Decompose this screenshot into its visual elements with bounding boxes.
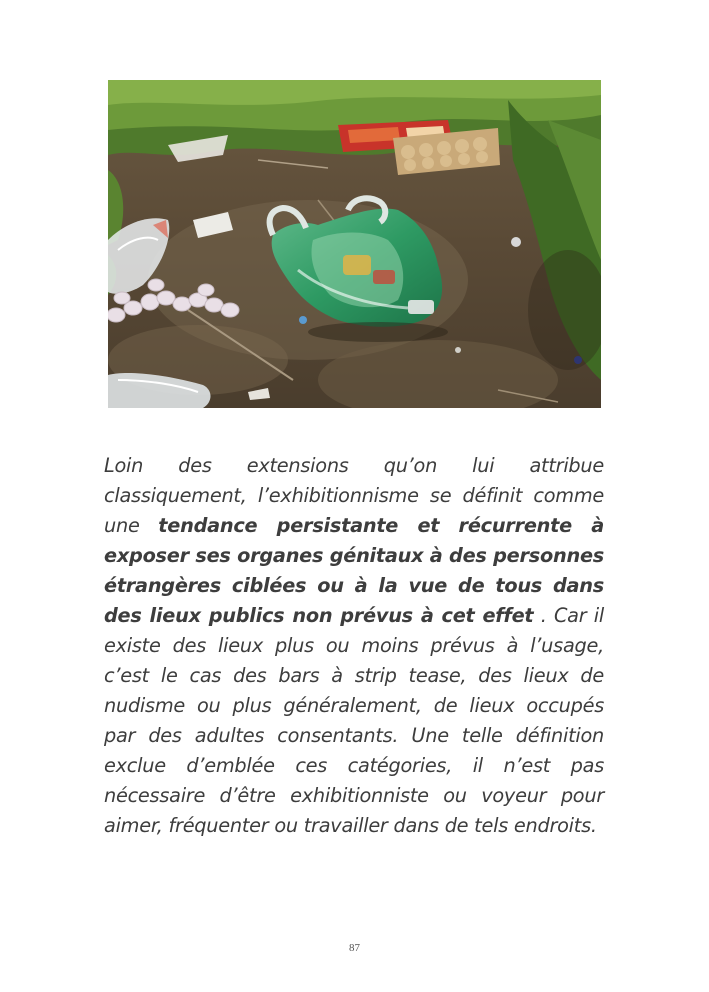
paragraph-continuation: . Car il existe des lieux plus ou moins prévus à l’usage, c’est le cas des bars à strip tease, des lieux de nudisme ou plus généralement, de lieux occupés par des adultes consentants. Une telle définition exclue d’emblée ces catégories, il n’est pas nécessaire d’être exhibitionniste ou voyeur pour aimer, fréquenter ou travailler dans de tels endroits. xyxy=(104,604,605,837)
page-number: 87 xyxy=(349,942,360,954)
paragraph-definition-bold: tendance persistante et récurrente à exposer ses organes génitaux à des personnes étrangères ciblées ou à la vue de tous dans des lieux publics non prévus à cet effet xyxy=(104,514,604,627)
body-paragraph xyxy=(104,451,604,841)
litter-photo xyxy=(108,80,601,408)
paragraph-intro: Loin des extensions qu’on lui attribue classiquement, l’exhibitionnisme se définit comme une xyxy=(104,454,604,537)
